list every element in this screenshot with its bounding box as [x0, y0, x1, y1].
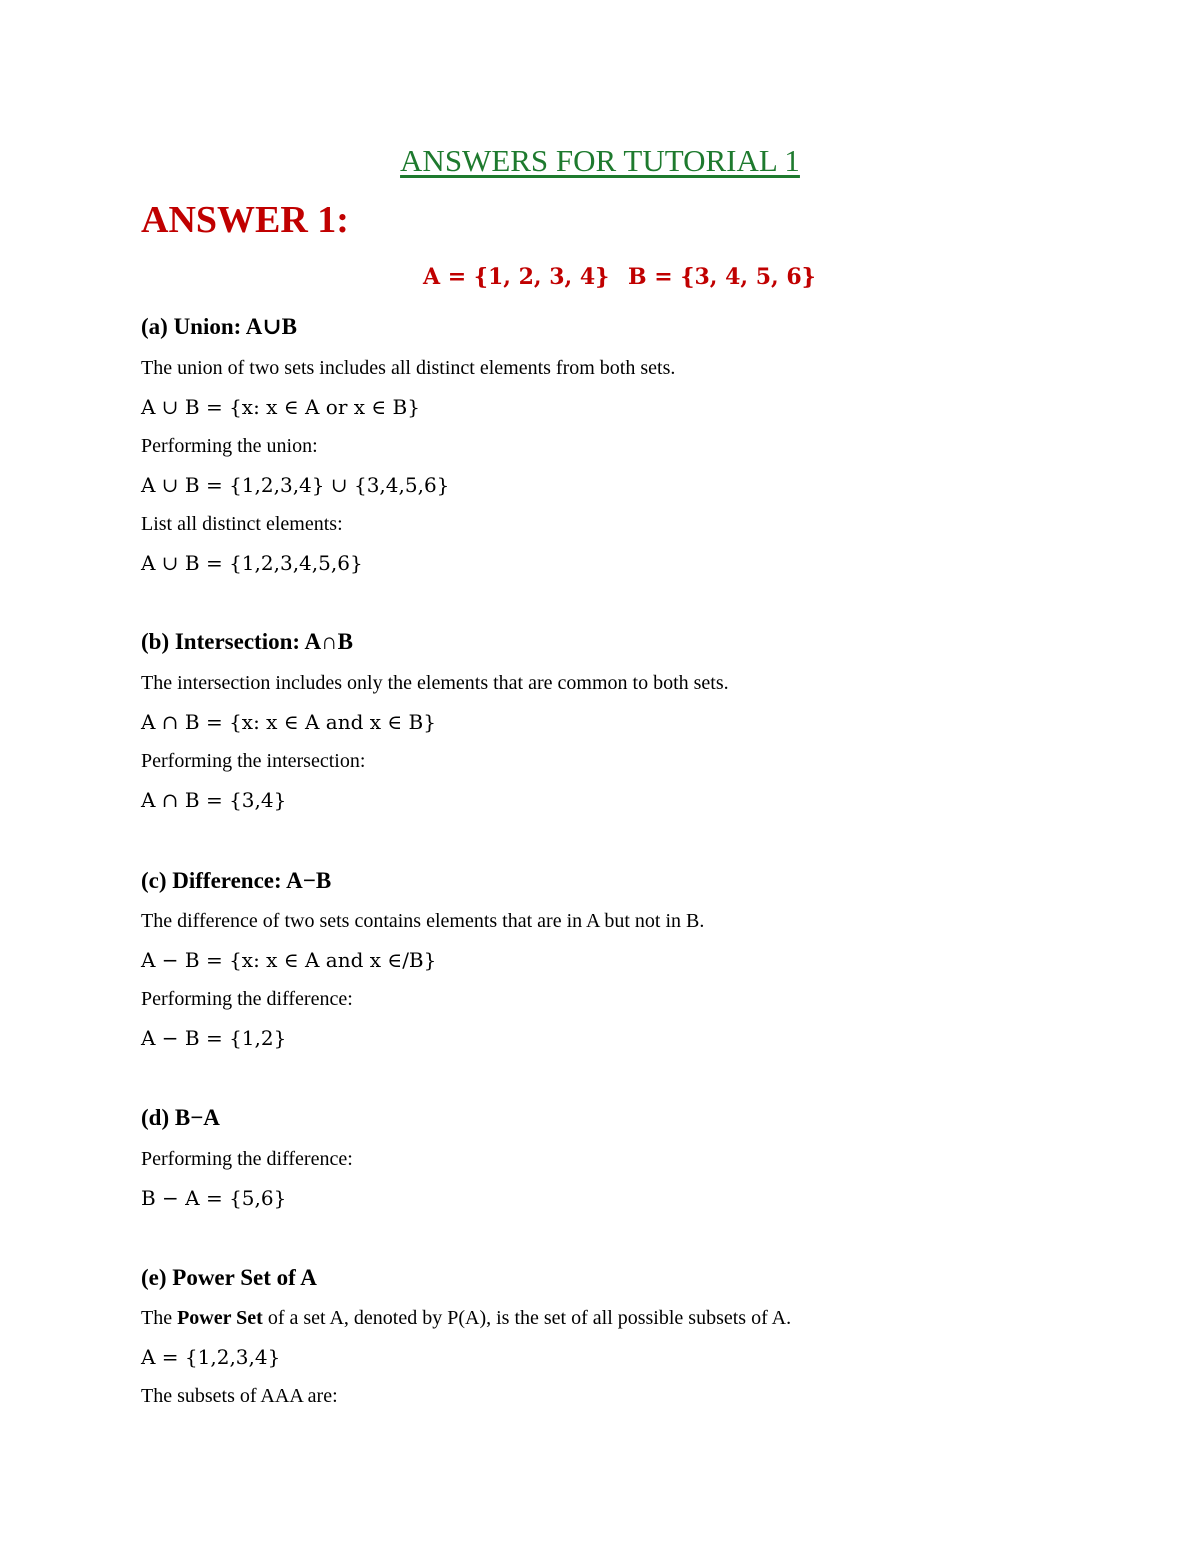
section-a-result: A ∪ B = {1,2,3,4,5,6}: [141, 551, 363, 575]
section-a-heading: (a) Union: A∪B: [141, 314, 298, 339]
section-b-heading: (b) Intersection: A∩B: [141, 629, 354, 654]
section-c-result: A − B = {1,2}: [141, 1026, 287, 1050]
section-e-description-post: of a set A, denoted by P(A), is the set of all possible subsets of A.: [262, 1307, 792, 1329]
section-b-step-label: Performing the intersection:: [141, 750, 366, 772]
section-c-heading: (c) Difference: A−B: [141, 868, 332, 893]
set-b-definition: B = {3, 4, 5, 6}: [628, 264, 816, 290]
section-d-step-label: Performing the difference:: [141, 1148, 353, 1170]
set-a-definition: A = {1, 2, 3, 4}: [423, 264, 610, 290]
section-d-result: B − A = {5,6}: [141, 1186, 287, 1210]
section-e-description-bold: Power Set: [177, 1307, 263, 1329]
section-a-result-label: List all distinct elements:: [141, 513, 343, 535]
section-c-description: The difference of two sets contains elements that are in A but not in B.: [141, 910, 705, 932]
section-e-subsets-label: The subsets of AAA are:: [141, 1385, 338, 1407]
section-d-heading: (d) B−A: [141, 1105, 220, 1130]
section-e-heading: (e) Power Set of A: [141, 1265, 317, 1290]
section-e-description: [141, 1305, 791, 1331]
section-e-description-pre: The: [141, 1307, 178, 1329]
section-a-step-label: Performing the union:: [141, 435, 318, 457]
section-b-result: A ∩ B = {3,4}: [141, 788, 287, 812]
section-b-definition: A ∩ B = {x: x ∈ A and x ∈ B}: [141, 710, 436, 734]
section-c-step-label: Performing the difference:: [141, 988, 353, 1010]
section-a-definition: A ∪ B = {x: x ∈ A or x ∈ B}: [141, 395, 420, 419]
answer-heading: ANSWER 1:: [141, 199, 349, 241]
section-a-description: The union of two sets includes all distinct elements from both sets.: [141, 357, 676, 379]
section-c-definition: A − B = {x: x ∈ A and x ∈/B}: [141, 948, 437, 972]
section-a-step: A ∪ B = {1,2,3,4} ∪ {3,4,5,6}: [141, 473, 450, 497]
section-e-set: A = {1,2,3,4}: [141, 1345, 281, 1369]
page-title: ANSWERS FOR TUTORIAL 1: [400, 143, 800, 178]
section-b-description: The intersection includes only the elements that are common to both sets.: [141, 672, 729, 694]
